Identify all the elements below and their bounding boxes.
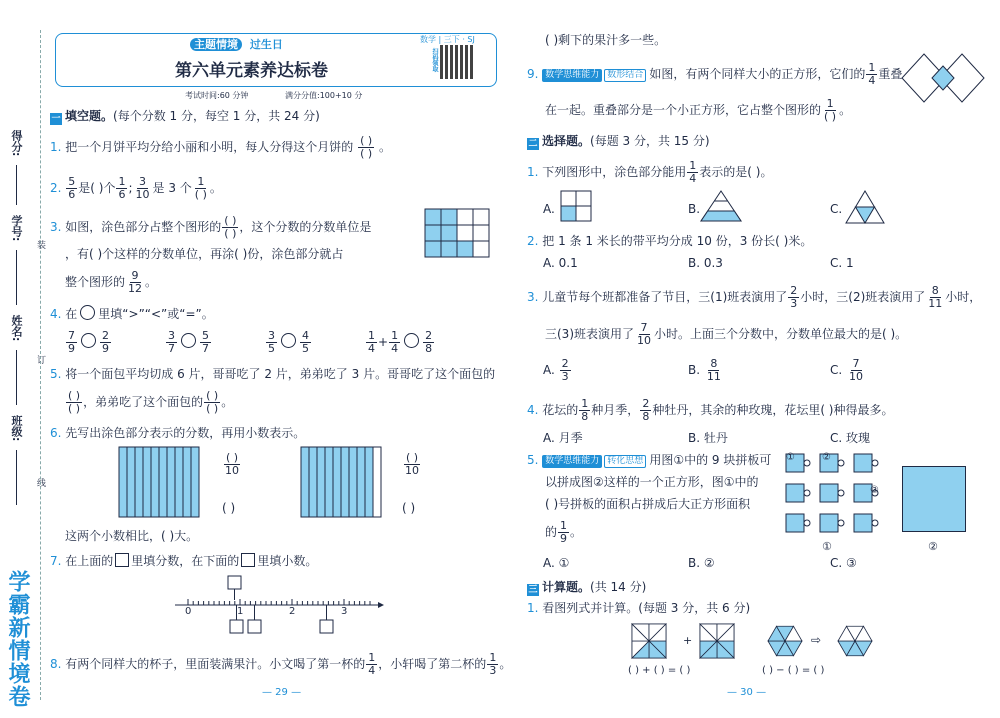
question-text: 里填分数，在下面的 [131,554,240,568]
puzzle-piece [820,484,838,502]
bind-mark: 线 [35,478,45,487]
binding-line [40,30,41,700]
section-number: 三 [528,585,538,595]
strip-cell [143,447,151,517]
subject-tag: 数学 | 三下 · SJ [420,35,475,44]
answer-decimal-6a[interactable]: ( ) [222,501,236,515]
question-1 [50,135,391,160]
puzzle-knob [804,490,810,496]
qr-label: 扫码领取 [431,48,438,72]
question-2 [50,176,222,201]
choice-1-option-a[interactable]: A. [543,202,555,216]
choice-2-option-b[interactable]: B. 0.3 [688,256,723,270]
choice-5 [527,452,771,468]
fraction: $\frac{1}{6}$ [118,175,126,201]
question-text: 花坛的 [542,403,579,417]
square-figure-a [560,190,592,222]
question-9: 9. 数学思维能力 数形结合 如图，有两个同样大小的正方形，它们的 $\frac{1}{4}$ 重叠 [527,61,903,87]
strip-figure-2 [300,446,384,518]
grid-cell [473,209,489,225]
tick-label: 0 [185,606,192,617]
strip-cell [183,447,191,517]
answer-fraction[interactable]: $\frac{( )}{( )}$ [360,134,373,160]
fill-line [16,450,17,505]
punct: 。 [209,181,222,195]
choice-4: 4. 花坛的 $\frac{1}{8}$ 种月季， $\frac{2}{8}$ 种牡丹，其余的种玫瑰，花坛里( )种得最多。 [527,397,894,423]
choice-3-option-c[interactable]: C. $\frac{7}{10}$ [830,357,864,383]
choice-2 [527,233,812,249]
puzzle-piece [854,454,872,472]
choice-5-option-b[interactable]: B. ② [688,556,715,570]
question-number: 1. [527,165,539,179]
question-text: 里填小数。 [257,554,318,568]
question-9-line2 [545,98,851,123]
question-text: 里填“>”“<”或“=”。 [98,307,214,321]
question-text: 把一个月饼平均分给小丽和小明，每人分得这个月饼的 [65,140,354,154]
piece-label-2: ② [822,452,831,463]
choice-3-line2: 三(3)班表演用了 $\frac{7}{10}$ 小时。上面三个分数中，分数单位最大的是( )。 [545,321,908,347]
section-choice [527,132,710,150]
student-id-label: 学号: [10,215,23,242]
question-text: 用图①中的 9 块拼板可 [649,453,772,467]
grid-cell [425,209,441,225]
choice-1-option-b[interactable]: B. [688,202,701,216]
qr-code-icon[interactable] [440,45,474,79]
grid-cell [441,241,457,257]
section-note: (共 14 分) [590,580,647,594]
choice-5-line4: 的 $\frac{1}{9}$ 。 [545,519,583,545]
strip-cell [317,447,325,517]
grid-cell [457,241,473,257]
choice-1-option-c[interactable]: C. [830,202,843,216]
strip-cell [365,447,373,517]
puzzle-knob [838,520,844,526]
grid-cell [425,241,441,257]
puzzle-piece [854,514,872,532]
grid-cell [473,241,489,257]
arrow-icon: ⇨ [811,633,822,647]
question-8-cont: ( )剩下的果汁多一些。 [545,33,667,47]
strip-cell [191,447,199,517]
piece-label-3: ③ [870,485,879,496]
question-number: 5. [527,453,539,467]
punct: 。 [221,395,234,409]
strip-cell [373,447,381,517]
question-text: 在一起。重叠部分是一个小正方形，它占整个图形的 [545,103,822,117]
figure-label-2: ② [928,540,938,553]
strip-cell [349,447,357,517]
punct: 。 [379,140,392,154]
strip-cell [325,447,333,517]
answer-fraction[interactable]: $\frac{( )}{( )}$ [68,389,81,415]
choice-5-line3: ( )号拼板的面积占拼成后大正方形面积 [545,497,751,511]
punct: 。 [499,657,512,671]
brand-logo: 学霸新情境卷 [5,570,30,708]
puzzle-knob [804,520,810,526]
page-number-left: — 29 — [262,687,302,698]
skill-subtag: 数形结合 [604,69,646,82]
puzzle-pieces-figure [782,450,886,542]
question-text: 儿童节每个班都准备了节目，三(1)班表演用了 [542,290,788,304]
theme-row [190,36,283,52]
box-icon [241,553,255,567]
strip-cell [151,447,159,517]
theme-badge: 主题情境 [190,38,242,51]
question-text: 在上面的 [65,554,114,568]
puzzle-knob [804,460,810,466]
answer-box-bottom [230,620,243,633]
tick-label: 3 [341,606,348,617]
question-number: 1. [50,140,62,154]
theme-name: 过生日 [249,38,283,51]
question-text: 如图，有两个同样大小的正方形，它们的 [649,67,866,81]
question-number: 2. [527,234,539,248]
question-6 [50,425,305,441]
answer-box-top [228,576,241,589]
question-3-line3 [65,270,157,295]
triangle-figure-b [700,190,742,222]
compare-item-3: $\frac{3}{5}$ $\frac{4}{5}$ [268,329,309,355]
fill-line [16,250,17,305]
question-text: 种牡丹，其余的种玫瑰，花坛里( )种得最多。 [652,403,894,417]
question-text: 种月季， [591,403,640,417]
name-label: 姓名: [10,315,23,342]
question-number: 3. [50,220,62,234]
section-calculation [527,578,646,596]
choice-5-line2: 以拼成图②这样的一个正方形，图①中的 [545,475,759,489]
circle-icon [80,305,95,320]
compare-item-4: $\frac{1}{4}$ + $\frac{1}{4}$ $\frac{2}{8}$ [368,329,433,355]
question-text: ，弟弟吃了这个面包的 [83,395,204,409]
compare-item-2: $\frac{3}{7}$ $\frac{5}{7}$ [168,329,209,355]
puzzle-knob [872,460,878,466]
question-text: 是 3 个 [152,181,192,195]
question-number: 2. [50,181,62,195]
equation-2[interactable]: ( ) − ( ) = ( ) [762,665,825,676]
strip-figure-1 [118,446,202,518]
puzzle-piece [820,514,838,532]
class-label: 班级: [10,415,23,442]
question-8: 8. 有两个同样大的杯子，里面装满果汁。小文喝了第一杯的 $\frac{1}{4}$ ，小轩喝了第二杯的 $\frac{1}{3}$ 。 [50,651,512,677]
question-number: 4. [50,307,62,321]
question-text: 下列图形中，涂色部分能用 [542,165,687,179]
answer-box-bottom [248,620,261,633]
box-icon [115,553,129,567]
puzzle-knob [838,460,844,466]
axis-arrow [378,602,384,608]
answer-fraction[interactable]: $\frac{1}{( )}$ [824,97,837,123]
fill-line [16,350,17,405]
triangle-figure-c [845,190,885,224]
choice-5-option-c[interactable]: C. ③ [830,556,857,570]
question-number: 4. [527,403,539,417]
choice-4-option-a[interactable]: A. 月季 [543,431,583,445]
answer-fraction-6b[interactable]: $\frac{( )}{10}$ [405,451,419,477]
choice-5-option-a[interactable]: A. ① [543,556,570,570]
skill-subtag: 转化思想 [604,455,646,468]
choice-4-option-c[interactable]: C. 玫瑰 [830,431,871,445]
question-text: 整个图形的 [65,275,126,289]
question-text: 的 [545,525,558,539]
grid-cell [457,209,473,225]
compare-item-1: $\frac{7}{9}$ $\frac{2}{9}$ [68,329,109,355]
strip-cell [309,447,317,517]
section-fill-blank [50,107,320,125]
question-text: 小时。上面三个分数中，分数单位最大的是( )。 [654,327,908,341]
question-number: 9. [527,67,539,81]
section-title: 计算题。 [542,580,591,594]
tick-label: 1 [237,606,244,617]
section-number: 一 [51,114,61,124]
punct: 。 [839,103,852,117]
puzzle-piece [786,484,804,502]
question-number: 3. [527,290,539,304]
fraction: $\frac{9}{12}$ [128,269,143,295]
strip-cell [127,447,135,517]
bind-mark: 订 [35,355,45,364]
page-number-right: — 30 — [727,687,767,698]
strip-cell [175,447,183,517]
question-4 [50,305,214,322]
skill-tag: 数学思维能力 [542,455,602,468]
question-text: 表示的是( )。 [699,165,773,179]
strip-cell [357,447,365,517]
grid-figure-q3 [424,208,490,258]
question-text: 小时，三(2)班表演用了 [800,290,926,304]
strip-cell [167,447,175,517]
grid-cell [457,225,473,241]
question-5 [50,366,495,382]
question-3 [50,215,371,240]
question-text: 小时， [945,290,982,304]
compare-circle[interactable] [181,333,196,348]
fraction: $\frac{5}{6}$ [68,175,76,201]
question-number: 5. [50,367,62,381]
question-3-line2: ，有( )个这样的分数单位，再涂( )份，涂色部分就占 [65,247,344,261]
compare-circle[interactable] [81,333,96,348]
strip-cell [119,447,127,517]
question-text: 在 [65,307,78,321]
figure-label-1: ① [822,540,832,553]
compare-circle[interactable] [281,333,296,348]
strip-cell [159,447,167,517]
answer-decimal-6b[interactable]: ( ) [402,501,416,515]
choice-3: 3. 儿童节每个班都准备了节目，三(1)班表演用了 $\frac{2}{3}$ 小时，三(2)班表演用了 $\frac{8}{11}$ 小时， [527,284,982,310]
puzzle-piece [786,514,804,532]
question-number: 1. [527,601,539,615]
answer-box-bottom [320,620,333,633]
compare-decimals: 这两个小数相比，( )大。 [65,529,199,543]
answer-fraction[interactable]: $\frac{1}{( )}$ [194,175,207,201]
question-text: 看图列式并计算。 [542,601,639,615]
question-text: ，小轩喝了第二杯的 [378,657,487,671]
question-7 [50,553,317,569]
skill-tag: 数学思维能力 [542,69,602,82]
question-text: 先写出涂色部分表示的分数，再用小数表示。 [65,426,306,440]
question-5-line2 [65,390,233,415]
puzzle-knob [838,490,844,496]
punct: 。 [145,275,158,289]
question-note: (每题 3 分，共 6 分) [638,601,751,615]
strip-cell [135,447,143,517]
question-number: 7. [50,554,62,568]
calc-1 [527,600,750,616]
choice-2-option-c[interactable]: C. 1 [830,256,854,270]
tick-label: 2 [289,606,296,617]
puzzle-knob [872,520,878,526]
question-text: ，这个分数的分数单位是 [239,220,372,234]
punct: 。 [570,525,583,539]
grid-cell [441,225,457,241]
score-label: 得分: [10,130,23,157]
compare-circle[interactable] [404,333,419,348]
page-title: 第六单元素养达标卷 [175,61,328,81]
exam-time: 考试时间:60 分钟 [185,91,249,100]
bind-mark: 装 [35,240,45,249]
question-text: 如图，涂色部分占整个图形的 [65,220,222,234]
choice-3-option-b[interactable]: B. $\frac{8}{11}$ [688,357,721,383]
choice-3-option-a[interactable]: A. $\frac{2}{3}$ [543,357,569,383]
grid-cell [425,225,441,241]
answer-blank[interactable]: 是( )个 [78,181,116,195]
question-text: 把 1 条 1 米长的带平均分成 10 份，3 份长( )米。 [542,234,813,248]
answer-fraction[interactable]: $\frac{( )}{( )}$ [224,214,237,240]
fill-line [16,165,17,205]
choice-1: 1. 下列图形中，涂色部分能用 $\frac{1}{4}$ 表示的是( )。 [527,159,773,185]
exam-score: 满分分值:100+10 分 [285,91,363,100]
fraction: $\frac{3}{10}$ [135,175,150,201]
answer-fraction-6a[interactable]: $\frac{( )}{10}$ [225,451,239,477]
question-text: 重叠 [878,67,903,81]
calc-figure-2 [765,622,885,662]
question-text: 三(3)班表演用了 [545,327,634,341]
punct: ; [128,181,133,195]
grid-cell [441,209,457,225]
section-note: (每题 3 分，共 15 分) [590,134,710,148]
piece-label-1: ① [786,452,795,463]
section-title: 填空题。 [65,109,114,123]
strip-cell [333,447,341,517]
overlap-squares-figure [898,50,988,106]
strip-cell [301,447,309,517]
strip-cell [341,447,349,517]
section-title: 选择题。 [542,134,591,148]
answer-fraction[interactable]: $\frac{( )}{( )}$ [206,389,219,415]
section-number: 二 [528,139,538,149]
number-line [170,572,385,642]
question-number: 8. [50,657,62,671]
choice-4-option-b[interactable]: B. 牡丹 [688,431,728,445]
question-number: 6. [50,426,62,440]
section-note: (每个分数 1 分，每空 1 分，共 24 分) [113,109,320,123]
big-square-figure [902,466,966,532]
question-text: 有两个同样大的杯子，里面装满果汁。小文喝了第一杯的 [65,657,366,671]
choice-2-option-a[interactable]: A. 0.1 [543,256,578,270]
plus-sign: + [683,634,693,647]
question-text: 将一个面包平均切成 6 片，哥哥吃了 2 片，弟弟吃了 3 片。哥哥吃了这个面包的 [65,367,496,381]
equation-1[interactable]: ( ) + ( ) = ( ) [628,665,691,676]
grid-cell [473,225,489,241]
